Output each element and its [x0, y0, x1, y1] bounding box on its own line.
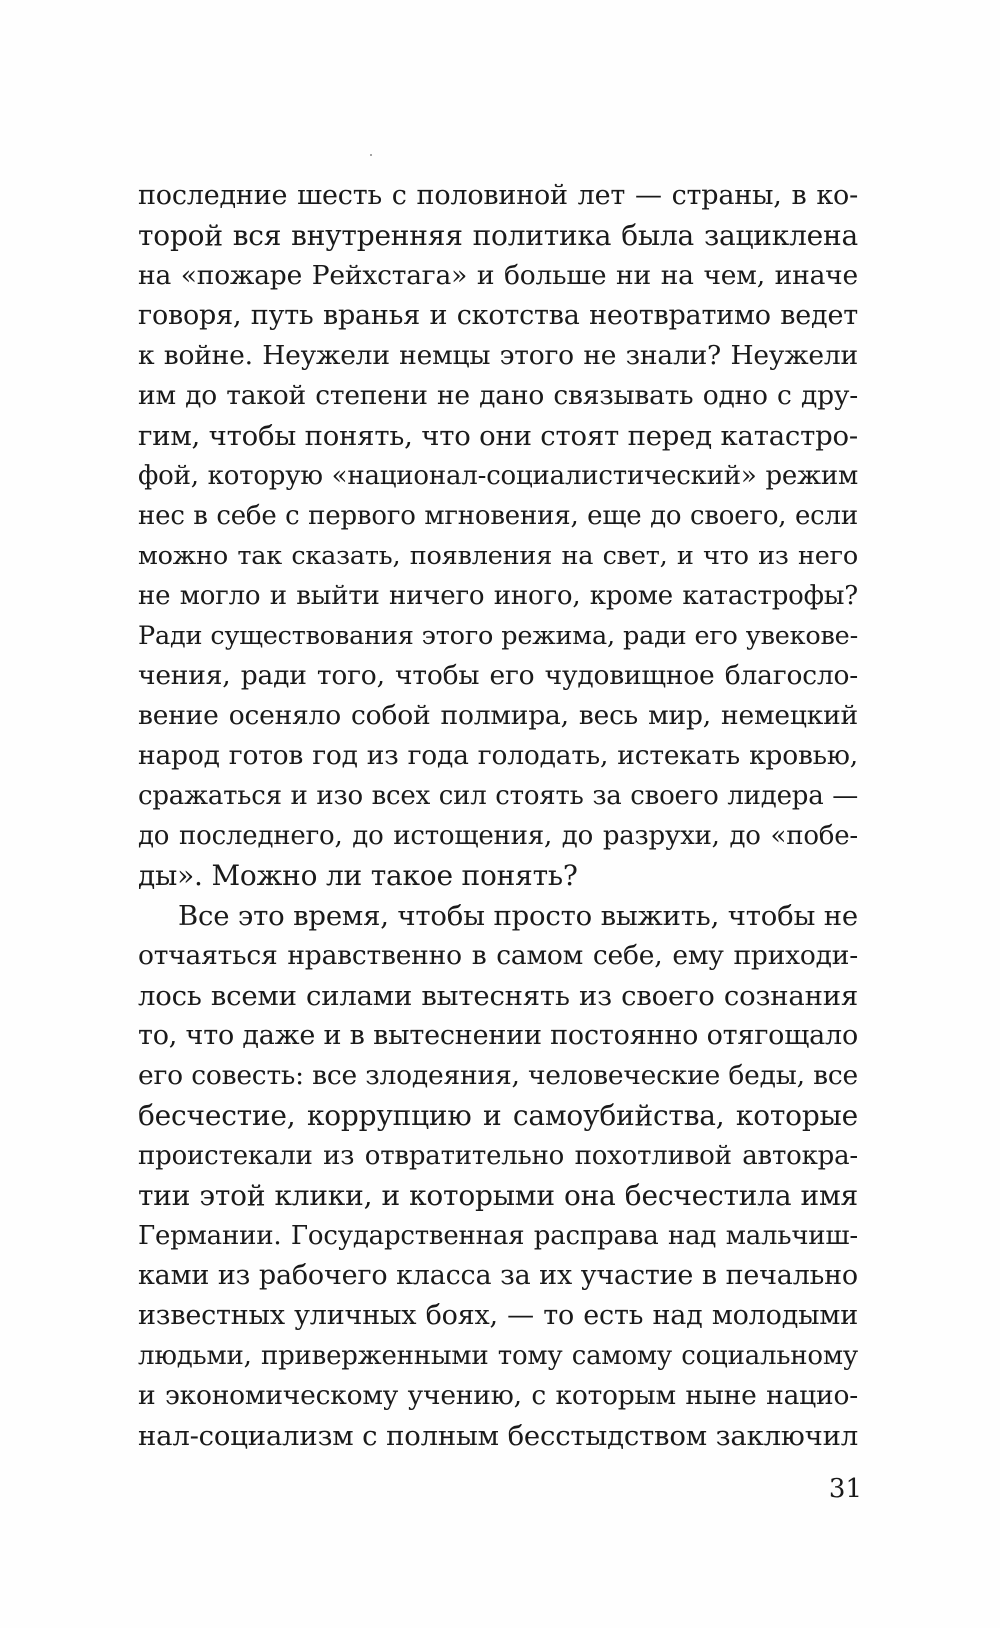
text-line: до последнего, до истощения, до разрухи, до «побе-	[138, 821, 858, 851]
text-line: людьми, приверженными тому самому социальному	[138, 1341, 858, 1371]
text-line: на «пожаре Рейхстага» и больше ни на чем, иначе	[138, 260, 858, 291]
text-line: торой вся внутренняя политика была зациклена	[138, 219, 858, 252]
text-line: Ради существования этого режима, ради его увекове-	[138, 621, 858, 651]
text-line: известных уличных боях, — то есть над молодыми	[138, 1300, 858, 1331]
text-line: к войне. Неужели немцы этого не знали? Неужели	[138, 340, 858, 371]
text-line: говоря, путь вранья и скотства неотвратимо ведет	[138, 300, 858, 331]
text-line: его совесть: все злодеяния, человеческие беды, все	[138, 1060, 858, 1091]
text-line: фой, которую «национал-социалистический» режим	[138, 461, 858, 491]
text-line: бесчестие, коррупцию и самоубийства, которые	[138, 1099, 858, 1132]
text-line: чения, ради того, чтобы его чудовищное благосло-	[138, 660, 858, 691]
text-line: ды». Можно ли такое понять?	[138, 859, 578, 892]
page-number: 31	[828, 1474, 862, 1504]
text-line: Все это время, чтобы просто выжить, чтобы не	[178, 900, 858, 932]
text-line: тии этой клики, и которыми она бесчестила имя	[138, 1179, 858, 1212]
text-line: народ готов год из года голодать, истекать кровью,	[138, 740, 858, 771]
text-line: лось всеми силами вытеснять из своего сознания	[138, 980, 858, 1012]
text-line: то, что даже и в вытеснении постоянно отягощало	[138, 1020, 858, 1051]
text-line: отчаяться нравственно в самом себе, ему приходи-	[138, 940, 858, 971]
text-line: нал-социализм с полным бесстыдством заключил	[138, 1420, 858, 1452]
text-line: проистекали из отвратительно похотливой автокра-	[138, 1141, 858, 1171]
text-line: нес в себе с первого мгновения, еще до своего, если	[138, 501, 858, 531]
text-line: не могло и выйти ничего иного, кроме катастрофы?	[138, 581, 858, 611]
text-line: сражаться и изо всех сил стоять за своего лидера —	[138, 781, 858, 811]
text-line: последние шесть с половиной лет — страны, в ко-	[138, 180, 858, 211]
paper-speck	[370, 154, 372, 156]
paragraph-2	[138, 896, 858, 1456]
text-line: ками из рабочего класса за их участие в печально	[138, 1260, 858, 1291]
text-line: Германии. Государственная расправа над мальчиш-	[138, 1221, 858, 1251]
text-line: гим, чтобы понять, что они стоят перед катастро-	[138, 420, 858, 452]
body-text	[138, 176, 858, 1456]
text-line: им до такой степени не дано связывать одно с дру-	[138, 380, 858, 411]
text-line: можно так сказать, появления на свет, и что из него	[138, 541, 858, 571]
text-line: вение осеняло собой полмира, весь мир, немецкий	[138, 700, 858, 731]
text-line: и экономическому учению, с которым ныне нацио-	[138, 1380, 858, 1411]
paragraph-1	[138, 176, 858, 896]
